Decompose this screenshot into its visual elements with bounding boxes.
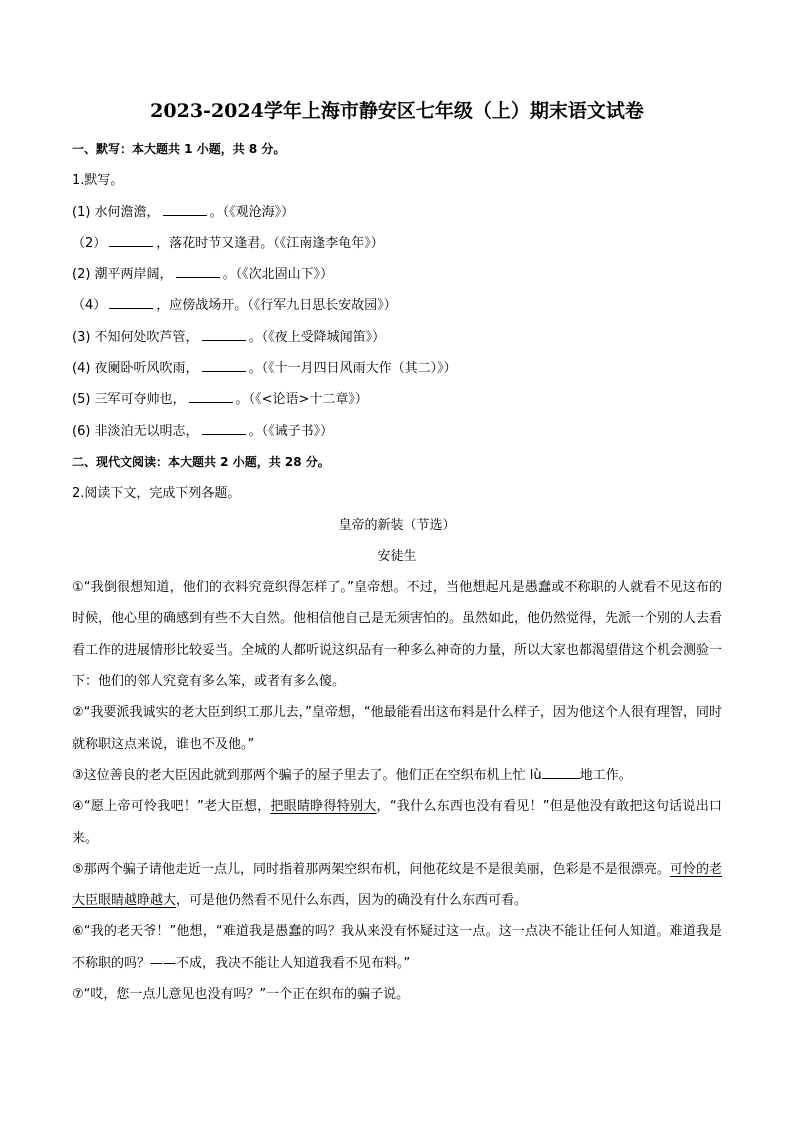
answer-blank[interactable] bbox=[189, 390, 233, 403]
dictation-item-suffix: 。（《夜上受降城闻笛》） bbox=[248, 329, 386, 345]
answer-blank[interactable] bbox=[163, 203, 207, 216]
paragraph-5-tail: ，可是他仍然看不见什么东西，因为的确没有什么东西可看。 bbox=[176, 893, 528, 909]
answer-blank[interactable] bbox=[202, 359, 246, 372]
answer-blank[interactable] bbox=[202, 422, 246, 435]
dictation-item bbox=[72, 259, 722, 290]
paragraph-3-tail: 地工作。 bbox=[579, 767, 632, 783]
dictation-item-suffix: 。（《观沧海》） bbox=[209, 204, 295, 220]
story-title: 皇帝的新装（节选） bbox=[338, 517, 456, 533]
paragraph-4-tail: ，“我什么东西也没有看见！”但是他没有敢把这句话说出口来。 bbox=[72, 799, 722, 846]
dictation-item bbox=[72, 384, 722, 415]
dictation-item-prefix: (6) 非淡泊无以明志， bbox=[72, 423, 199, 439]
dictation-item-suffix: 。（《次北固山下》） bbox=[222, 267, 334, 283]
answer-blank[interactable] bbox=[109, 234, 153, 247]
dictation-item bbox=[72, 290, 722, 321]
story-paragraph-7: ⑦“哎，您一点儿意见也没有吗？”一个正在织布的骗子说。 bbox=[72, 987, 410, 1003]
dictation-item-suffix: 。（《<论语>十二章》） bbox=[235, 392, 368, 408]
exam-page bbox=[72, 98, 722, 1010]
answer-blank[interactable] bbox=[176, 265, 220, 278]
dictation-item-prefix: (2) 潮平两岸阔， bbox=[72, 267, 173, 283]
paragraph-5-text: ⑤那两个骗子请他走近一点儿，同时指着那两架空织布机，问他花纹是不是很美丽，色彩是不是很漂亮。 bbox=[72, 861, 670, 877]
dictation-item-prefix: (1) 水何澹澹， bbox=[72, 204, 160, 220]
dictation-item-prefix: （4） bbox=[72, 298, 107, 314]
dictation-item bbox=[72, 228, 722, 259]
story-paragraph-5 bbox=[72, 854, 722, 917]
answer-blank[interactable] bbox=[542, 766, 580, 779]
story-paragraph-3 bbox=[72, 760, 722, 791]
dictation-item-prefix: (3) 不知何处吹芦管， bbox=[72, 329, 199, 345]
underlined-phrase: 可怜的老大臣眼睛越睁越大 bbox=[72, 861, 722, 909]
paragraph-3-text: ③这位善良的老大臣因此就到那两个骗子的屋子里去了。他们正在空织布机上忙 lù bbox=[72, 767, 542, 783]
dictation-item-suffix: 。（《十一月四日风雨大作（其二）》） bbox=[248, 361, 457, 377]
section-2-header: 二、现代文阅读：本大题共 2 小题，共 28 分。 bbox=[72, 454, 330, 469]
section-1-header: 一、默写：本大题共 1 小题，共 8 分。 bbox=[72, 142, 286, 156]
question-2-label: 2.阅读下文，完成下列各题。 bbox=[72, 486, 241, 502]
question-1-label: 1.默写。 bbox=[72, 173, 124, 189]
dictation-item bbox=[72, 197, 722, 228]
dictation-item bbox=[72, 353, 722, 384]
story-paragraph-2: ②“我要派我诚实的老大臣到织工那儿去，”皇帝想，“他最能看出这布料是什么样子，因为他这个人很有理智，同时就称职这点来说，谁也不及他。” bbox=[72, 705, 722, 752]
dictation-item-prefix: (4) 夜阑卧听风吹雨， bbox=[72, 361, 199, 377]
dictation-item-prefix: （2） bbox=[72, 235, 107, 251]
dictation-item-prefix: (5) 三军可夺帅也， bbox=[72, 392, 186, 408]
answer-blank[interactable] bbox=[202, 328, 246, 341]
answer-blank[interactable] bbox=[109, 296, 153, 309]
story-paragraph-6: ⑥“我的老天爷！”他想，“难道我是愚蠢的吗？我从来没有怀疑过这一点。这一点决不能让任何人知道。难道我是不称职的吗？——不成，我决不能让人知道我看不见布料。” bbox=[72, 924, 722, 971]
paragraph-4-text: ④“愿上帝可怜我吧！”老大臣想， bbox=[72, 799, 271, 815]
story-author: 安徒生 bbox=[377, 548, 417, 564]
dictation-item bbox=[72, 322, 722, 353]
dictation-item bbox=[72, 416, 722, 447]
dictation-item-suffix: 。（《诫子书》） bbox=[248, 423, 334, 439]
underlined-phrase: 把眼睛睁得特别大 bbox=[270, 799, 377, 815]
story-paragraph-1: ①“我倒很想知道，他们的衣料究竟织得怎样了。”皇帝想。不过，当他想起凡是愚蠢或不称职的人就看不见这布的时候，他心里的确感到有些不大自然。他相信他自己是无须害怕的。虽然如此，他仍然觉得，先派一个别的人去看看工作的进展情形比较妥当。全城的人都听说这织品有一种多么神奇的力量，所以大家也都渴望借这个机会测验一下：他们的邻人究竟有多么笨，或者有多么傻。 bbox=[72, 580, 723, 690]
dictation-item-suffix: ，应傍战场开。（《行军九日思长安故园》） bbox=[156, 298, 397, 314]
dictation-item-suffix: ，落花时节又逢君。（《江南逢李龟年》） bbox=[156, 235, 384, 251]
story-paragraph-4 bbox=[72, 791, 722, 854]
exam-title: 2023-2024学年上海市静安区七年级（上）期末语文试卷 bbox=[150, 100, 644, 122]
